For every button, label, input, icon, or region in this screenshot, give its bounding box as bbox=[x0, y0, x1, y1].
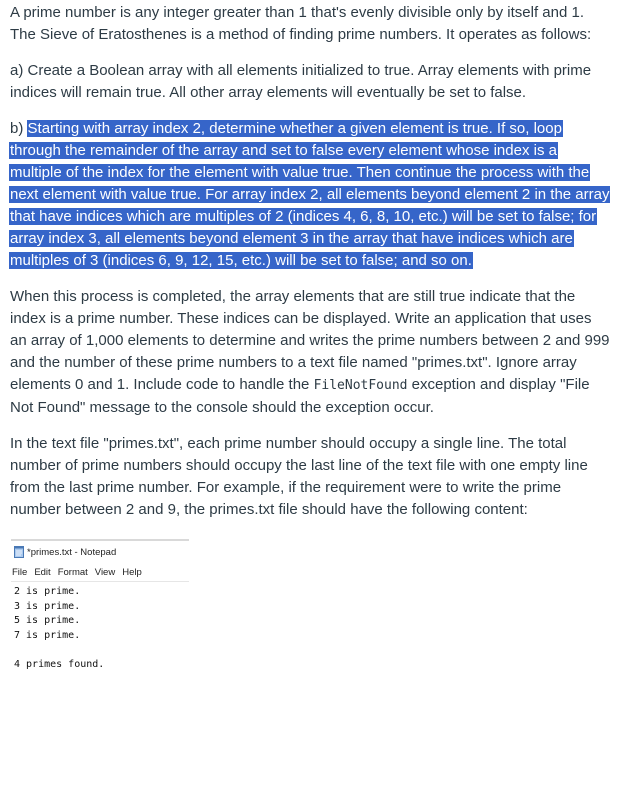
notepad-line: 4 primes found. bbox=[14, 658, 105, 670]
step-b-paragraph bbox=[10, 118, 610, 272]
notepad-title: *primes.txt - Notepad bbox=[27, 546, 117, 558]
notepad-document-icon bbox=[14, 546, 24, 558]
completion-paragraph bbox=[10, 286, 610, 419]
step-a-paragraph: a) Create a Boolean array with all elements initialized to true. Array elements with prime indices will remain true. All other array elements will eventually be set to false. bbox=[10, 62, 592, 101]
completion-text-after: exception and display "File Not Found" message to the console should the exception occur. bbox=[10, 376, 590, 416]
step-b-selected-text: Starting with array index 2, determine whether a given element is true. If so, loop through the remainder of the array and set to false every element whose index is a multiple of the index for the element with value true. Then continue the process with the next element with value true. For array index 2, all elements beyond element 2 in the array that have indices which are multiples of 2 (indices 4, 6, 8, 10, etc.) will be set to false; for array index 3, all elements beyond element 3 in the array that have indices which are multiples of 3 (indices 6, 9, 12, 15, etc.) will be set to false; and so on. bbox=[10, 120, 610, 269]
notepad-menubar bbox=[11, 563, 189, 582]
notepad-line: 3 is prime. bbox=[14, 600, 81, 612]
menu-edit[interactable]: Edit bbox=[34, 566, 51, 578]
notepad-line bbox=[14, 643, 189, 658]
menu-view[interactable]: View bbox=[94, 566, 116, 578]
notepad-line: 7 is prime. bbox=[14, 629, 81, 641]
exception-code: FileNotFound bbox=[313, 378, 408, 393]
completion-text-before: When this process is completed, the array elements that are still true indicate that the index is a prime number. These indices can be displayed. Write an application that uses an array of 1,000 elements to determine and writes the prime numbers between 2 and 999 and the number of these prime numbers to a text file named "primes.txt". Ignore array elements 0 and 1. Include code to handle the bbox=[10, 288, 610, 393]
step-b-prefix: b) bbox=[10, 120, 28, 137]
notepad-text-area[interactable] bbox=[11, 582, 189, 672]
notepad-line: 5 is prime. bbox=[14, 615, 81, 626]
notepad-screenshot bbox=[11, 539, 189, 672]
menu-file[interactable]: File bbox=[12, 566, 28, 578]
menu-help[interactable]: Help bbox=[122, 566, 142, 578]
intro-paragraph: A prime number is any integer greater than 1 that's evenly divisible only by itself and 1. The Sieve of Eratosthenes is a method of finding prime numbers. It operates as follows: bbox=[10, 4, 592, 43]
notepad-titlebar bbox=[11, 541, 189, 563]
format-note-paragraph: In the text file "primes.txt", each prime number should occupy a single line. The total number of prime numbers should occupy the last line of the text file with one empty line from the last prime number. For example, if the requirement were to write the prime number between 2 and 9, the primes.txt file should have the following content: bbox=[10, 435, 588, 518]
notepad-line: 2 is prime. bbox=[14, 586, 81, 597]
menu-format[interactable]: Format bbox=[57, 566, 88, 578]
assignment-content bbox=[10, 2, 610, 672]
